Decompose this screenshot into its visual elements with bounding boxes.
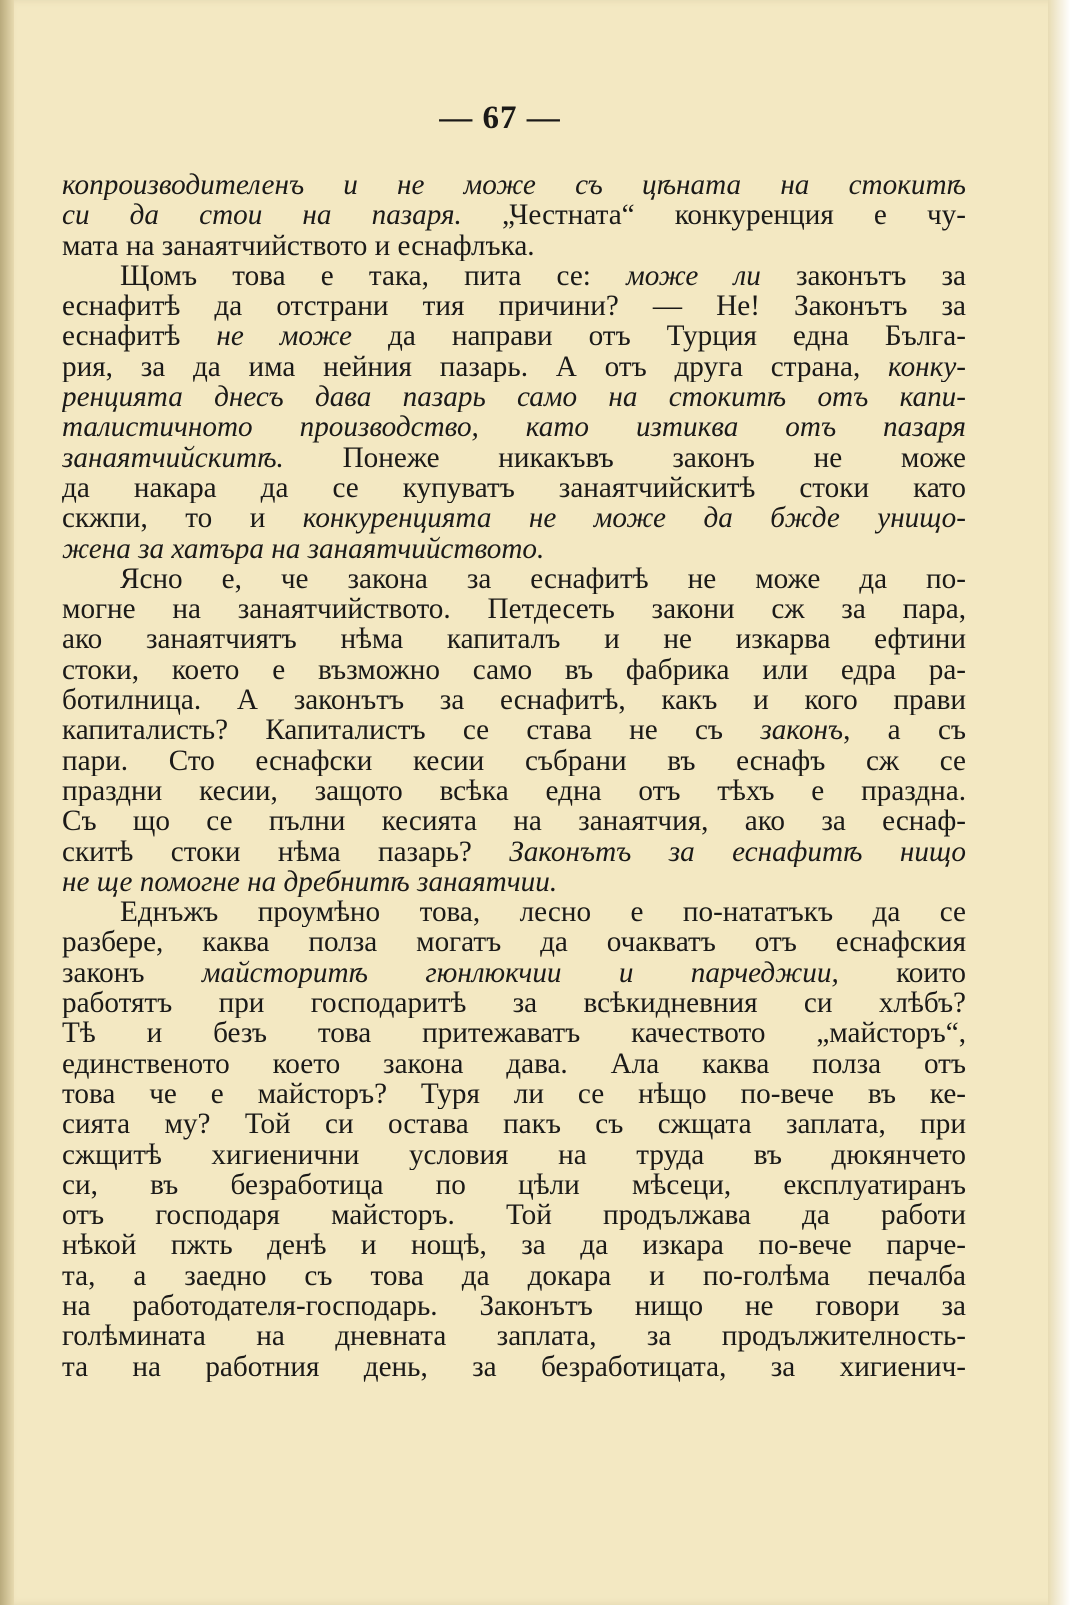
text-segment: си, въ безработица по цѣли мѣсеци, експлуатиранъ [62,1169,966,1201]
text-line [62,867,966,897]
text-segment: скжпи, то и [62,503,303,534]
italic-segment: ренцията днесъ дава пазарь само на стокитѣ отъ капи- [62,382,966,413]
italic-segment: жена за хатъра на занаятчийството. [62,533,545,564]
text-segment: Щомъ това е така, пита се: [120,260,627,292]
text-line [62,1352,966,1382]
italic-segment: законъ [760,715,844,746]
text-line [62,412,966,442]
text-segment: които [838,957,966,989]
italic-segment: конкуренцията не може да бжде унищо- [302,503,966,534]
text-line [62,321,966,351]
text-line [62,746,966,776]
text-segment: пари. Сто еснафски кесии събрани въ еснафъ сж се [62,745,966,776]
text-segment: рия, за да има нейния пазарь. А отъ друга страна, [62,351,889,383]
text-segment: единственото което закона дава. Ала каква полза отъ [62,1048,966,1079]
text-segment: това че е майсторъ? Туря ли се нѣщо по-вече въ ке- [62,1078,966,1110]
text-segment: голѣмината на дневната заплата, за продължителность- [62,1321,966,1352]
text-segment: Съ що се пълни кесията на занаятчия, ако за еснаф- [62,806,966,837]
text-line [62,1230,966,1260]
text-segment: разбере, каква полза могатъ да очакватъ отъ еснафския [62,927,966,958]
text-line [62,927,966,957]
text-segment: могне на занаятчийството. Петдесеть закони сж за пара, [62,594,966,625]
text-segment: отъ господаря майсторъ. Той продължава да работи [62,1200,966,1231]
italic-segment: конку- [888,351,966,383]
text-segment: да накара да се купуватъ занаятчийскитѣ стоки като [62,472,966,504]
text-line [62,624,966,654]
text-line [62,594,966,624]
italic-segment: талистичното производство, като изтиква отъ пазаря [62,412,966,443]
text-segment: еснафитѣ да отстрани тия причини? — Не! Законътъ за [62,291,966,322]
italic-segment: не може [216,321,353,352]
text-segment: да направи отъ Турция една Бълга- [352,321,966,352]
text-segment: Ясно е, че закона за еснафитѣ не може да по- [120,563,966,595]
italic-segment: копроизводителенъ и не може съ цѣната на стокитѣ [62,170,966,201]
text-segment: законъ [62,957,202,989]
text-line [62,958,966,988]
text-segment: скитѣ стоки нѣма пазарь? [62,836,510,867]
italic-segment: може ли [626,260,761,292]
text-line [62,503,966,533]
text-line [62,806,966,836]
text-segment: праздни кесии, защото всѣка една отъ тѣхъ е праздна. [62,775,966,807]
text-line [62,1140,966,1170]
body-text [62,170,966,1382]
text-line [62,776,966,806]
italic-segment: не ще помогне на дребнитѣ занаятчии. [62,866,558,898]
text-segment: Тѣ и безъ това притежаватъ качеството „майсторъ“, [62,1018,966,1049]
text-line [62,1170,966,1200]
text-line [62,1291,966,1321]
text-segment: , а съ [843,715,966,746]
text-line [62,685,966,715]
text-segment: сжщитѣ хигиенични условия на труда въ дюкянчето [62,1139,966,1170]
text-line [62,1109,966,1139]
text-segment: мата на занаятчийството и еснафлъка. [62,230,535,261]
text-line [62,200,966,230]
text-segment: капиталисть? Капиталистъ се става не съ [62,715,761,746]
italic-segment: майсторитѣ гюнлюкчии и парчеджии, [201,957,839,989]
text-line [62,1018,966,1048]
page-spine-shadow [0,0,14,1605]
text-line [62,1200,966,1230]
text-line [62,1079,966,1109]
italic-segment: Законътъ за еснафитѣ нищо [509,836,966,867]
text-segment: ботилница. А законътъ за еснафитѣ, какъ и кого прави [62,685,966,716]
page-edge [1048,0,1080,1605]
text-segment: законътъ за [760,260,966,292]
text-line [62,261,966,291]
text-segment: работятъ при господаритѣ за всѣкидневния си хлѣбъ? [62,988,966,1019]
text-segment: еснафитѣ [62,321,217,352]
text-line [62,715,966,745]
text-line [62,382,966,412]
text-segment: ако занаятчиятъ нѣма капиталъ и не изкарва ефтини [62,624,966,655]
text-segment: нѣкой пжть денѣ и нощѣ, за да изкара по-вече парче- [62,1230,966,1261]
text-segment: на работодателя-господарь. Законътъ нищо не говори за [62,1290,966,1322]
text-line [62,1261,966,1291]
text-line [62,473,966,503]
text-segment: Еднъжъ проумѣно това, лесно е по-нататъкъ да се [120,897,966,928]
text-line [62,564,966,594]
text-segment: сията му? Той си остава пакъ съ сжщата заплата, при [62,1109,966,1140]
text-segment: та на работния день, за безработицата, за хигиенич- [62,1351,966,1382]
text-segment: Понеже никакъвъ законъ не може [283,442,966,473]
text-line [62,655,966,685]
text-line [62,1321,966,1351]
text-segment: та, а заедно съ това да докара и по-голѣма печалба [62,1260,966,1291]
text-line [62,534,966,564]
italic-segment: занаятчийскитѣ. [62,442,284,473]
text-line [62,443,966,473]
text-segment: „Честната“ конкуренция е чу- [461,200,966,231]
text-line [62,837,966,867]
text-line [62,231,966,261]
text-line [62,988,966,1018]
text-line [62,170,966,200]
text-line [62,897,966,927]
page-number: — 67 — [439,100,561,136]
text-line [62,291,966,321]
text-line [62,352,966,382]
italic-segment: си да стои на пазаря. [62,200,462,231]
text-line [62,1049,966,1079]
text-segment: стоки, което е възможно само въ фабрика или едра ра- [62,654,966,686]
